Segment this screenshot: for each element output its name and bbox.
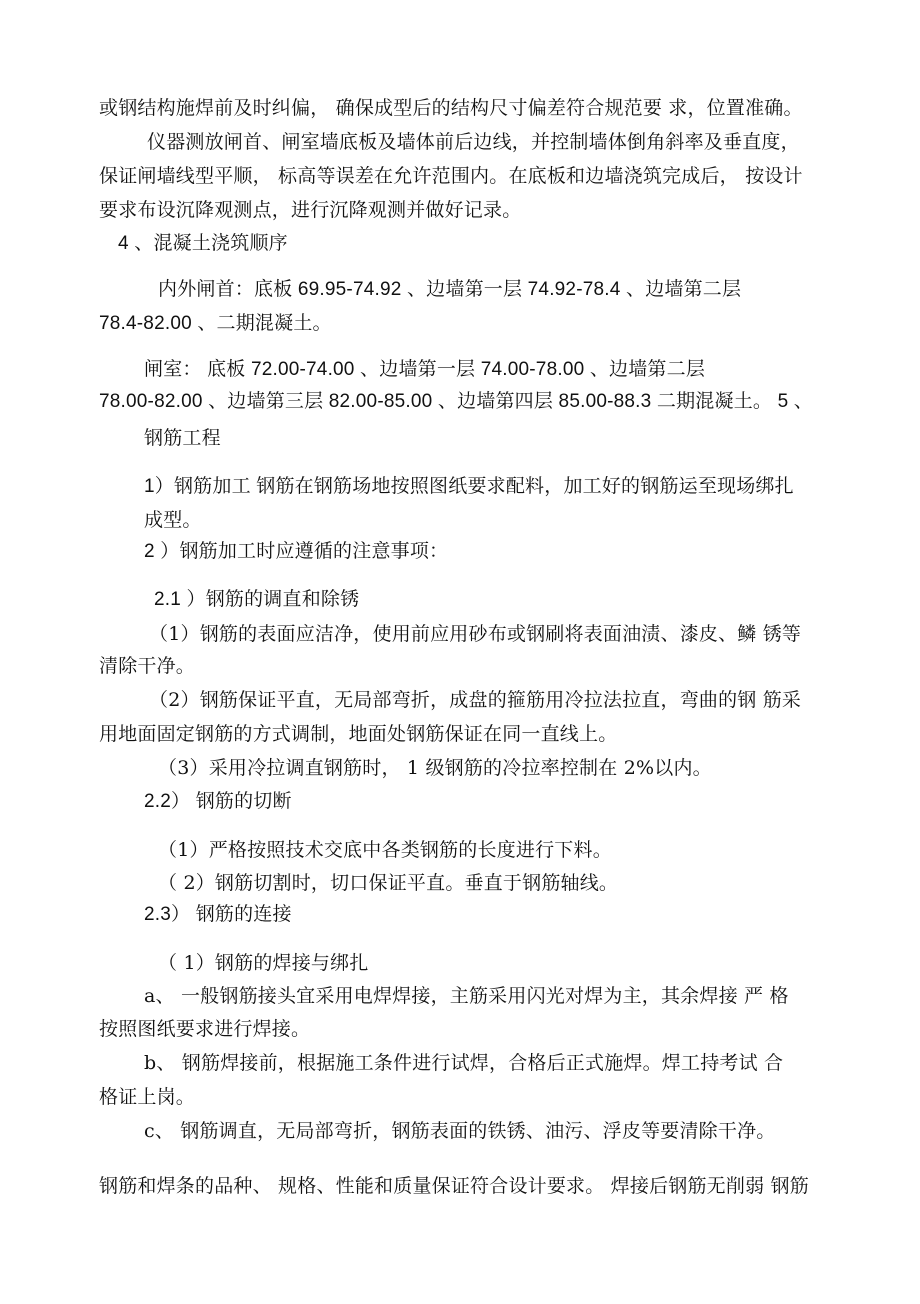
text-line-8: 闸室： 底板 72.00-74.00 、边墙第一层 74.00-78.00 、边墙第二层 [144,359,706,380]
text-line-19: （3）采用冷拉调直钢筋时， 1 级钢筋的冷拉率控制在 2%以内。 [158,757,712,779]
text-line-7: 78.4-82.00 、二期混凝土。 [99,313,332,334]
text-line-22: （ 2）钢筋切割时，切口保证平直。垂直于钢筋轴线。 [158,872,619,894]
section-heading-4: 4 、混凝土浇筑顺序 [118,233,288,254]
text-line-4: 要求布设沉降观测点，进行沉降观测并做好记录。 [99,199,522,221]
text-line-11: 1）钢筋加工 钢筋在钢筋场地按照图纸要求配料，加工好的钢筋运至现场绑扎 [144,476,794,497]
text-line-27: b、 钢筋焊接前，根据施工条件进行试焊，合格后正式施焊。焊工持考试 合 [144,1052,784,1074]
text-line-2: 仪器测放闸首、闸室墙底板及墙体前后边线，并控制墙体倒角斜率及垂直度， [147,131,800,153]
subsection-heading-2-2: 2.2） 钢筋的切断 [144,791,292,812]
subsection-heading-2-1: 2.1 ）钢筋的调直和除锈 [154,589,360,610]
text-line-13: 2 ）钢筋加工时应遵循的注意事项： [144,541,449,562]
text-line-3: 保证闸墙线型平顺， 标高等误差在允许范围内。在底板和边墙浇筑完成后， 按设计 [99,165,803,187]
text-line-16: 清除干净。 [99,655,196,677]
text-line-25: a、 一般钢筋接头宜采用电焊焊接，主筋采用闪光对焊为主，其余焊接 严 格 [144,985,789,1007]
subsection-heading-2-3: 2.3） 钢筋的连接 [144,904,292,925]
text-line-9: 78.00-82.00 、边墙第三层 82.00-85.00 、边墙第四层 85.00-88.3 二期混凝土。 5 、 [99,391,814,412]
text-line-30: 钢筋和焊条的品种、 规格、性能和质量保证符合设计要求。 焊接后钢筋无削弱 钢筋 [99,1175,809,1197]
text-line-17: （2）钢筋保证平直，无局部弯折，成盘的箍筋用冷拉法拉直，弯曲的钢 筋采 [149,689,802,711]
text-line-28: 格证上岗。 [99,1086,196,1108]
text-line-29: c、 钢筋调直，无局部弯折，钢筋表面的铁锈、油污、浮皮等要清除干净。 [144,1120,776,1142]
section-heading-5: 钢筋工程 [144,427,221,449]
text-line-18: 用地面固定钢筋的方式调制，地面处钢筋保证在同一直线上。 [99,723,618,745]
text-line-1: 或钢结构施焊前及时纠偏， 确保成型后的结构尺寸偏差符合规范要 求，位置准确。 [99,97,803,119]
text-line-6: 内外闸首：底板 69.95-74.92 、边墙第一层 74.92-78.4 、边墙第二层 [158,279,742,300]
text-line-26: 按照图纸要求进行焊接。 [99,1018,311,1040]
text-line-21: （1）严格按照技术交底中各类钢筋的长度进行下料。 [158,839,612,861]
text-line-24: （ 1）钢筋的焊接与绑扎 [158,952,369,974]
text-line-12: 成型。 [144,509,202,531]
text-line-15: （1）钢筋的表面应洁净，使用前应用砂布或钢刷将表面油渍、漆皮、鳞 锈等 [149,623,802,645]
